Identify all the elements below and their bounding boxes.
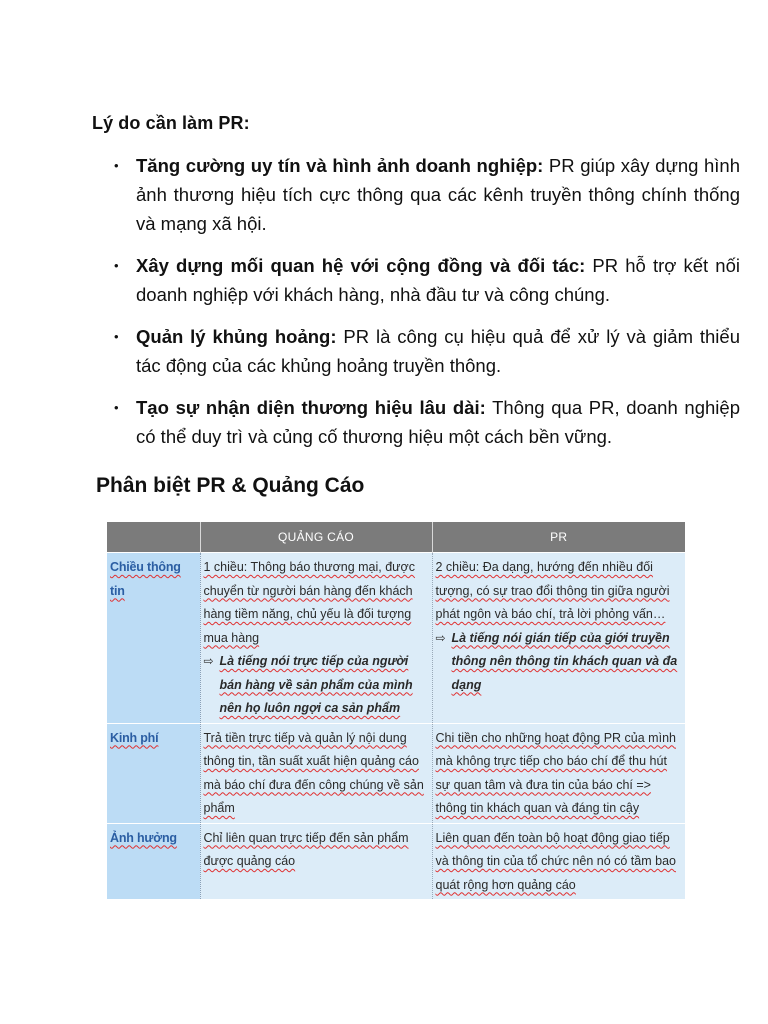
comparison-table (107, 522, 685, 899)
reason-item (136, 322, 740, 380)
row-label: Chiều thông tin (107, 553, 200, 724)
arrow-right-icon: ⇨ (203, 654, 214, 668)
reason-item (136, 151, 740, 238)
row-label: Kinh phí (107, 723, 200, 823)
reason-text: PR là công cụ hiệu quả để xử lý và giảm thiểu tác động của các khủng hoảng truyền thông. (136, 326, 740, 376)
reason-title: Xây dựng mối quan hệ với cộng đồng và đối tác: (136, 255, 586, 276)
pr-cell (432, 723, 685, 823)
reason-text: Thông qua PR, doanh nghiệp có thể duy trì và củng cố thương hiệu một cách bền vững. (136, 397, 740, 447)
pr-cell (432, 553, 685, 724)
reasons-list (136, 151, 740, 464)
reason-text: PR giúp xây dựng hình ảnh thương hiệu tích cực thông qua các kênh truyền thông chính thống và mạng xã hội. (136, 155, 740, 234)
ad-cell (200, 723, 432, 823)
ad-text: Trả tiền trực tiếp và quản lý nội dung thông tin, tần suất xuất hiện quảng cáo mà báo chí đưa đến công chúng về sản phẩm (203, 730, 424, 815)
table-header-row (107, 522, 685, 553)
ad-cell (200, 553, 432, 724)
reason-item (136, 251, 740, 309)
table-header-ad: QUẢNG CÁO (200, 522, 432, 553)
reason-title: Tăng cường uy tín và hình ảnh doanh nghiệp: (136, 155, 544, 176)
reason-item (136, 393, 740, 451)
pr-text: Liên quan đến toàn bộ hoạt động giao tiếp và thông tin của tổ chức nên nó có tầm bao quát rộng hơn quảng cáo (435, 830, 676, 892)
ad-text: 1 chiều: Thông báo thương mại, được chuyển từ người bán hàng đến khách hàng tiềm năng, chủ yếu là đối tượng mua hàng (203, 560, 415, 645)
pr-text: Chi tiền cho những hoạt động PR của mình mà không trực tiếp cho báo chí để thu hút sự quan tâm và đưa tin của báo chí => thông tin khách quan và đáng tin cậy (435, 730, 676, 815)
table-row (107, 553, 685, 724)
reason-title: Quản lý khủng hoảng: (136, 326, 337, 347)
reasons-heading: Lý do cần làm PR: (92, 113, 250, 133)
pr-cell (432, 823, 685, 899)
table-header-pr: PR (432, 522, 685, 553)
row-label: Ảnh hưởng (107, 823, 200, 899)
ad-cell (200, 823, 432, 899)
reason-title: Tạo sự nhận diện thương hiệu lâu dài: (136, 397, 486, 418)
table-row (107, 723, 685, 823)
ad-note: ⇨ Là tiếng nói trực tiếp của người bán hàng về sản phẩm của mình nên họ luôn ngợi ca sản phẩm (204, 650, 429, 721)
arrow-right-icon: ⇨ (435, 630, 446, 645)
section-title: Phân biệt PR & Quảng Cáo (96, 474, 365, 497)
table-header-empty (107, 522, 200, 553)
ad-text: Chỉ liên quan trực tiếp đến sản phẩm được quảng cáo (203, 830, 409, 868)
reason-text: PR hỗ trợ kết nối doanh nghiệp với khách hàng, nhà đầu tư và công chúng. (136, 255, 740, 305)
pr-note: ⇨ Là tiếng nói gián tiếp của giới truyền thông nên thông tin khách quan và đa dạng (436, 627, 683, 698)
pr-text: 2 chiều: Đa dạng, hướng đến nhiều đối tượng, có sự trao đổi thông tin giữa người phát ngôn và báo chí, trả lời phỏng vấn… (435, 560, 670, 621)
table-row (107, 823, 685, 899)
